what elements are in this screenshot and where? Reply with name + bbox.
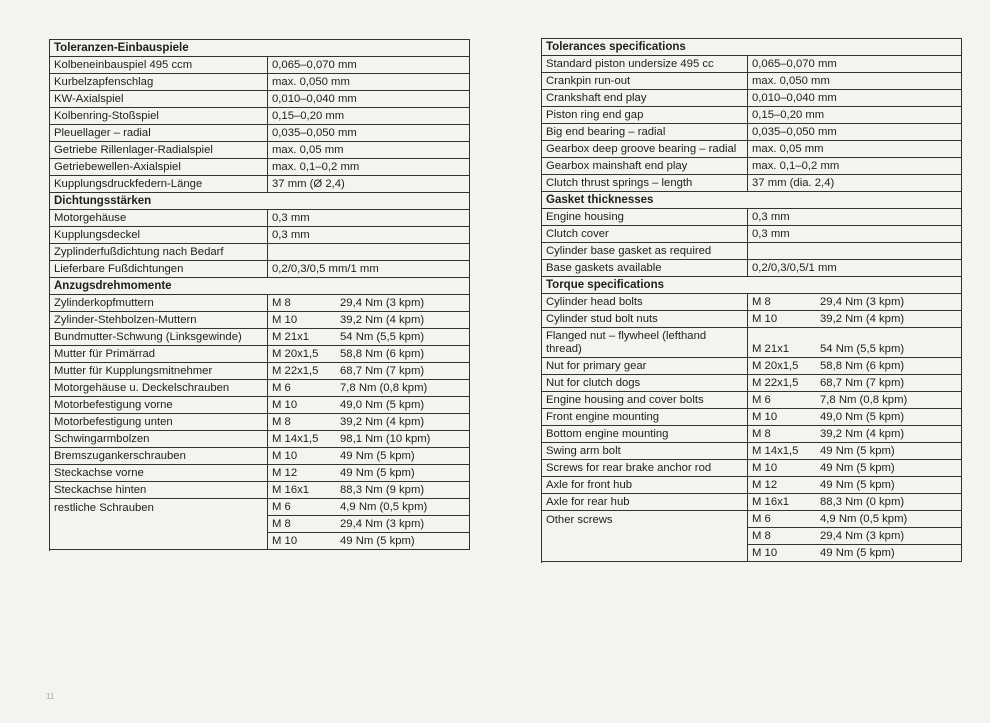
row-label: Mutter für Primärrad	[50, 346, 268, 363]
table-row	[542, 124, 962, 141]
torque-value: 58,8 Nm (6 kpm)	[340, 348, 425, 361]
table-row	[50, 227, 470, 244]
thread-size: M 10	[752, 313, 778, 326]
torque-cell	[268, 397, 470, 414]
row-label: Kolbenring-Stoßspiel	[50, 108, 268, 125]
row-label: Clutch cover	[542, 226, 748, 243]
torque-value: 54 Nm (5,5 kpm)	[340, 331, 425, 344]
torque-line	[748, 375, 961, 391]
torque-cell	[748, 545, 962, 562]
torque-cell	[748, 528, 962, 545]
torque-line	[268, 516, 469, 532]
row-label: Other screws	[542, 511, 748, 562]
spec-table-german	[49, 39, 470, 550]
torque-line	[748, 358, 961, 374]
table-row	[50, 91, 470, 108]
row-label: Piston ring end gap	[542, 107, 748, 124]
row-label: Big end bearing – radial	[542, 124, 748, 141]
table-row	[542, 328, 962, 358]
row-label: restliche Schrauben	[50, 499, 268, 550]
row-value: 0,3 mm	[748, 209, 962, 226]
row-label: Kupplungsdruckfedern-Länge	[50, 176, 268, 193]
section-title: Anzugsdrehmomente	[50, 278, 470, 295]
thread-size: M 16x1	[272, 484, 310, 497]
torque-line	[268, 312, 469, 328]
row-label: Engine housing and cover bolts	[542, 392, 748, 409]
thread-size: M 8	[272, 518, 291, 531]
table-row	[542, 358, 962, 375]
section-title: Tolerances specifications	[542, 39, 962, 56]
section-title: Gasket thicknesses	[542, 192, 962, 209]
thread-size: M 10	[272, 399, 298, 412]
torque-value: 29,4 Nm (3 kpm)	[820, 296, 905, 309]
thread-size: M 10	[272, 314, 298, 327]
torque-cell	[748, 511, 962, 528]
torque-cell	[748, 392, 962, 409]
row-label: Crankpin run-out	[542, 73, 748, 90]
row-label: Zyplinderfußdichtung nach Bedarf	[50, 244, 268, 261]
row-label: Nut for primary gear	[542, 358, 748, 375]
thread-size: M 20x1,5	[752, 360, 799, 373]
torque-cell	[748, 477, 962, 494]
torque-cell	[748, 294, 962, 311]
row-label: Axle for front hub	[542, 477, 748, 494]
torque-cell	[268, 482, 470, 499]
row-value: max. 0,05 mm	[268, 142, 470, 159]
row-value: 0,065–0,070 mm	[268, 57, 470, 74]
torque-line	[268, 482, 469, 498]
section-title: Torque specifications	[542, 277, 962, 294]
left-table-body	[50, 40, 470, 550]
table-row	[542, 158, 962, 175]
row-label: Standard piston undersize 495 cc	[542, 56, 748, 73]
torque-value: 88,3 Nm (0 kpm)	[820, 496, 905, 509]
row-value: 0,3 mm	[748, 226, 962, 243]
table-row	[50, 380, 470, 397]
table-row	[542, 375, 962, 392]
row-value: max. 0,050 mm	[748, 73, 962, 90]
torque-line	[268, 363, 469, 379]
row-label: Axle for rear hub	[542, 494, 748, 511]
row-label: Steckachse vorne	[50, 465, 268, 482]
torque-value: 58,8 Nm (6 kpm)	[820, 360, 905, 373]
thread-size: M 10	[752, 462, 778, 475]
table-row	[50, 312, 470, 329]
row-label: Bundmutter-Schwung (Linksgewinde)	[50, 329, 268, 346]
torque-cell	[748, 494, 962, 511]
torque-cell	[268, 431, 470, 448]
thread-size: M 10	[272, 535, 298, 548]
torque-value: 29,4 Nm (3 kpm)	[340, 297, 425, 310]
thread-size: M 22x1,5	[752, 377, 799, 390]
table-row	[542, 226, 962, 243]
thread-size: M 6	[752, 394, 771, 407]
row-label: Kurbelzapfenschlag	[50, 74, 268, 91]
row-label: Zylinder-Stehbolzen-Muttern	[50, 312, 268, 329]
row-value: 0,2/0,3/0,5/1 mm	[748, 260, 962, 277]
torque-value: 98,1 Nm (10 kpm)	[340, 433, 431, 446]
thread-size: M 10	[752, 547, 778, 560]
table-row	[50, 499, 470, 516]
torque-line	[268, 431, 469, 447]
table-row	[50, 74, 470, 91]
table-row	[542, 56, 962, 73]
table-row	[50, 482, 470, 499]
row-value: max. 0,05 mm	[748, 141, 962, 158]
row-label: Bremszugankerschrauben	[50, 448, 268, 465]
thread-size: M 21x1	[272, 331, 310, 344]
torque-line	[748, 392, 961, 408]
torque-value: 39,2 Nm (4 kpm)	[820, 313, 905, 326]
row-value: 0,065–0,070 mm	[748, 56, 962, 73]
torque-cell	[268, 380, 470, 397]
torque-line	[748, 528, 961, 544]
row-label: Zylinderkopfmuttern	[50, 295, 268, 312]
table-row	[542, 209, 962, 226]
row-label: KW-Axialspiel	[50, 91, 268, 108]
torque-cell	[748, 460, 962, 477]
torque-value: 49,0 Nm (5 kpm)	[340, 399, 425, 412]
row-value: 0,3 mm	[268, 227, 470, 244]
torque-line	[748, 460, 961, 476]
section-title: Dichtungsstärken	[50, 193, 470, 210]
torque-value: 39,2 Nm (4 kpm)	[820, 428, 905, 441]
row-label: Flanged nut – flywheel (lefthand thread)	[542, 328, 748, 358]
table-row	[542, 494, 962, 511]
row-label: Mutter für Kupplungsmitnehmer	[50, 363, 268, 380]
table-row	[542, 175, 962, 192]
thread-size: M 20x1,5	[272, 348, 319, 361]
thread-size: M 21x1	[752, 343, 790, 356]
row-label: Getriebewellen-Axialspiel	[50, 159, 268, 176]
row-label: Clutch thrust springs – length	[542, 175, 748, 192]
torque-value: 29,4 Nm (3 kpm)	[820, 530, 905, 543]
thread-size: M 22x1,5	[272, 365, 319, 378]
row-label: Cylinder base gasket as required	[542, 243, 748, 260]
table-row	[542, 409, 962, 426]
torque-line	[268, 465, 469, 481]
table-row	[542, 90, 962, 107]
table-row	[542, 477, 962, 494]
table-row	[50, 431, 470, 448]
torque-line	[748, 341, 961, 357]
section-header-row	[542, 277, 962, 294]
thread-size: M 14x1,5	[272, 433, 319, 446]
torque-value: 49 Nm (5 kpm)	[340, 450, 415, 463]
torque-cell	[748, 358, 962, 375]
table-row	[50, 346, 470, 363]
table-row	[542, 443, 962, 460]
torque-cell	[268, 312, 470, 329]
table-row	[542, 260, 962, 277]
torque-line	[748, 494, 961, 510]
row-value: 0,3 mm	[268, 210, 470, 227]
torque-value: 39,2 Nm (4 kpm)	[340, 416, 425, 429]
torque-value: 29,4 Nm (3 kpm)	[340, 518, 425, 531]
torque-cell	[268, 346, 470, 363]
row-value: 0,15–0,20 mm	[748, 107, 962, 124]
thread-size: M 8	[272, 297, 291, 310]
torque-value: 7,8 Nm (0,8 kpm)	[820, 394, 908, 407]
table-row	[50, 448, 470, 465]
torque-value: 49 Nm (5 kpm)	[820, 462, 895, 475]
table-row	[50, 397, 470, 414]
row-label: Cylinder stud bolt nuts	[542, 311, 748, 328]
row-label: Gearbox mainshaft end play	[542, 158, 748, 175]
thread-size: M 12	[272, 467, 298, 480]
torque-cell	[268, 516, 470, 533]
torque-value: 4,9 Nm (0,5 kpm)	[340, 501, 428, 514]
table-row	[50, 414, 470, 431]
row-label: Engine housing	[542, 209, 748, 226]
table-row	[50, 465, 470, 482]
torque-cell	[268, 448, 470, 465]
table-row	[542, 73, 962, 90]
torque-cell	[268, 363, 470, 380]
row-label: Nut for clutch dogs	[542, 375, 748, 392]
row-label: Motorbefestigung vorne	[50, 397, 268, 414]
torque-value: 88,3 Nm (9 kpm)	[340, 484, 425, 497]
row-value: 0,15–0,20 mm	[268, 108, 470, 125]
section-header-row	[542, 39, 962, 56]
section-title: Toleranzen-Einbauspiele	[50, 40, 470, 57]
row-label: Motorgehäuse u. Deckelschrauben	[50, 380, 268, 397]
torque-value: 39,2 Nm (4 kpm)	[340, 314, 425, 327]
table-row	[542, 311, 962, 328]
torque-cell	[748, 375, 962, 392]
torque-line	[268, 533, 469, 549]
row-value: 0,035–0,050 mm	[748, 124, 962, 141]
table-row	[542, 426, 962, 443]
spec-table-english	[541, 38, 962, 562]
torque-cell	[748, 328, 962, 358]
torque-value: 54 Nm (5,5 kpm)	[820, 343, 905, 356]
torque-line	[748, 443, 961, 459]
torque-line	[748, 511, 961, 527]
thread-size: M 10	[752, 411, 778, 424]
thread-size: M 6	[272, 501, 291, 514]
torque-cell	[748, 443, 962, 460]
torque-cell	[748, 426, 962, 443]
torque-cell	[748, 409, 962, 426]
row-value: 0,010–0,040 mm	[268, 91, 470, 108]
torque-line	[748, 477, 961, 493]
row-label: Getriebe Rillenlager-Radialspiel	[50, 142, 268, 159]
thread-size: M 8	[752, 428, 771, 441]
section-header-row	[50, 40, 470, 57]
torque-value: 4,9 Nm (0,5 kpm)	[820, 513, 908, 526]
section-header-row	[50, 193, 470, 210]
row-label: Cylinder head bolts	[542, 294, 748, 311]
row-label: Kupplungsdeckel	[50, 227, 268, 244]
table-row	[50, 125, 470, 142]
row-label: Steckachse hinten	[50, 482, 268, 499]
row-label: Kolbeneinbauspiel 495 ccm	[50, 57, 268, 74]
torque-line	[748, 409, 961, 425]
row-value: max. 0,050 mm	[268, 74, 470, 91]
table-row	[542, 107, 962, 124]
torque-value: 49 Nm (5 kpm)	[820, 479, 895, 492]
table-row	[50, 244, 470, 261]
thread-size: M 8	[752, 530, 771, 543]
row-label: Screws for rear brake anchor rod	[542, 460, 748, 477]
torque-line	[748, 294, 961, 310]
row-label: Pleuellager – radial	[50, 125, 268, 142]
torque-cell	[268, 329, 470, 346]
row-value: 37 mm (Ø 2,4)	[268, 176, 470, 193]
torque-value: 68,7 Nm (7 kpm)	[340, 365, 425, 378]
torque-value: 49 Nm (5 kpm)	[820, 445, 895, 458]
torque-line	[748, 311, 961, 327]
torque-cell	[268, 414, 470, 431]
row-label: Swing arm bolt	[542, 443, 748, 460]
row-value	[748, 243, 962, 260]
table-row	[50, 142, 470, 159]
torque-value: 68,7 Nm (7 kpm)	[820, 377, 905, 390]
row-label: Lieferbare Fußdichtungen	[50, 261, 268, 278]
thread-size: M 10	[272, 450, 298, 463]
torque-line	[268, 329, 469, 345]
table-row	[50, 295, 470, 312]
row-label: Front engine mounting	[542, 409, 748, 426]
page-number: 11	[46, 692, 55, 701]
section-header-row	[50, 278, 470, 295]
row-value: 0,2/0,3/0,5 mm/1 mm	[268, 261, 470, 278]
torque-line	[268, 448, 469, 464]
row-label: Schwingarmbolzen	[50, 431, 268, 448]
thread-size: M 6	[272, 382, 291, 395]
table-row	[50, 363, 470, 380]
thread-size: M 14x1,5	[752, 445, 799, 458]
table-row	[50, 108, 470, 125]
table-row	[50, 176, 470, 193]
torque-line	[748, 545, 961, 561]
torque-cell	[268, 499, 470, 516]
row-value: 37 mm (dia. 2,4)	[748, 175, 962, 192]
torque-cell	[268, 533, 470, 550]
table-row	[50, 210, 470, 227]
torque-cell	[268, 295, 470, 312]
thread-size: M 8	[272, 416, 291, 429]
table-row	[542, 141, 962, 158]
right-table-body	[542, 39, 962, 562]
row-value: 0,010–0,040 mm	[748, 90, 962, 107]
table-row	[542, 243, 962, 260]
table-row	[50, 261, 470, 278]
row-label: Crankshaft end play	[542, 90, 748, 107]
torque-value: 49 Nm (5 kpm)	[340, 535, 415, 548]
thread-size: M 12	[752, 479, 778, 492]
thread-size: M 8	[752, 296, 771, 309]
table-row	[50, 329, 470, 346]
torque-line	[268, 397, 469, 413]
thread-size: M 6	[752, 513, 771, 526]
table-row	[50, 159, 470, 176]
torque-line	[268, 295, 469, 311]
thread-size: M 16x1	[752, 496, 790, 509]
torque-line	[268, 380, 469, 396]
row-value	[268, 244, 470, 261]
torque-line	[268, 346, 469, 362]
torque-cell	[268, 465, 470, 482]
torque-value: 49 Nm (5 kpm)	[820, 547, 895, 560]
row-label: Motorgehäuse	[50, 210, 268, 227]
row-value: 0,035–0,050 mm	[268, 125, 470, 142]
row-value: max. 0,1–0,2 mm	[748, 158, 962, 175]
table-row	[542, 460, 962, 477]
torque-value: 49 Nm (5 kpm)	[340, 467, 415, 480]
row-label: Motorbefestigung unten	[50, 414, 268, 431]
table-row	[542, 294, 962, 311]
torque-cell	[748, 311, 962, 328]
torque-line	[748, 426, 961, 442]
row-label: Base gaskets available	[542, 260, 748, 277]
torque-line	[268, 414, 469, 430]
torque-value: 49,0 Nm (5 kpm)	[820, 411, 905, 424]
table-row	[542, 392, 962, 409]
torque-line	[268, 499, 469, 515]
table-row	[50, 57, 470, 74]
row-label: Bottom engine mounting	[542, 426, 748, 443]
section-header-row	[542, 192, 962, 209]
torque-value: 7,8 Nm (0,8 kpm)	[340, 382, 428, 395]
row-value: max. 0,1–0,2 mm	[268, 159, 470, 176]
row-label: Gearbox deep groove bearing – radial	[542, 141, 748, 158]
table-row	[542, 511, 962, 528]
